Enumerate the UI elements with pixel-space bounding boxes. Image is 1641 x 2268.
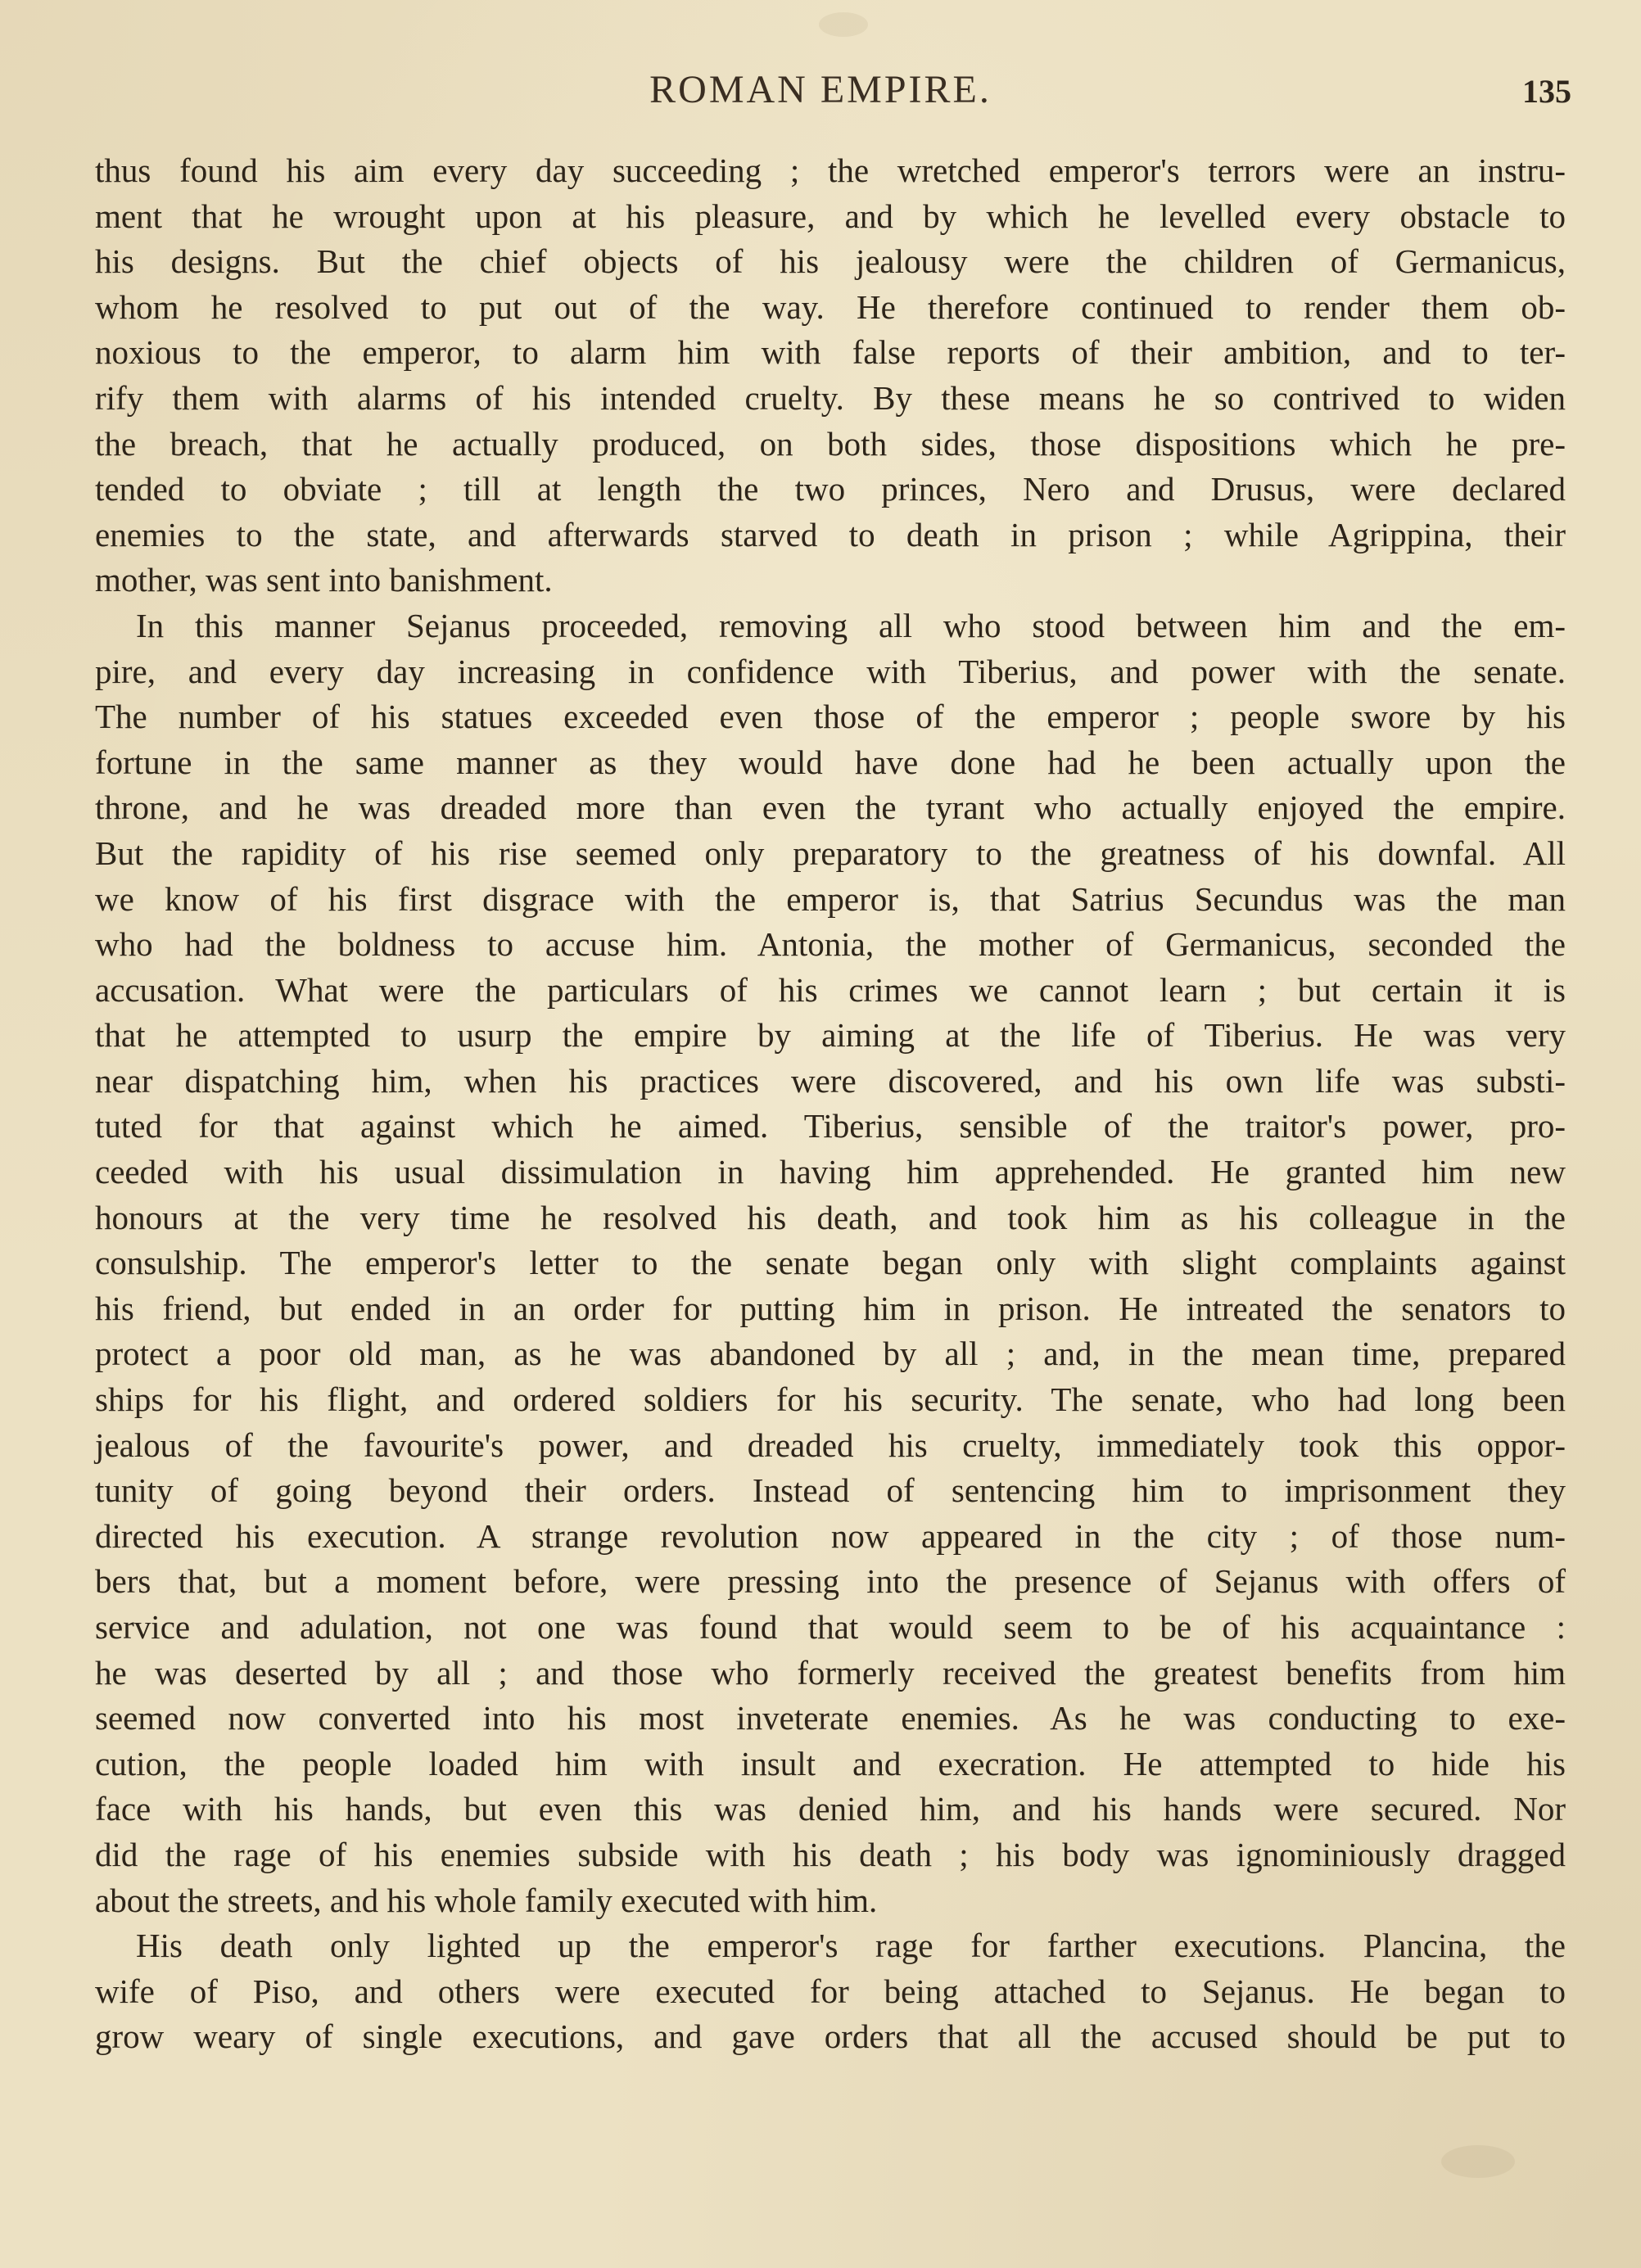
running-head <box>0 67 1641 116</box>
text-line: near dispatching him, when his practices were discovered, and his own life was substi- <box>95 1061 1566 1100</box>
text-line: enemies to the state, and afterwards starved to death in prison ; while Agrippina, their <box>95 515 1566 553</box>
text-line: tuted for that against which he aimed. Tiberius, sensible of the traitor's power, pro- <box>95 1107 1566 1145</box>
text-line: bers that, but a moment before, were pressing into the presence of Sejanus with offers of <box>95 1562 1566 1601</box>
paper-stain <box>1441 2145 1515 2178</box>
text-line: The number of his statues exceeded even those of the emperor ; people swore by his <box>95 698 1566 736</box>
text-line: In this manner Sejanus proceeded, removing all who stood between him and the em- <box>136 606 1566 644</box>
body-text <box>95 148 1566 2060</box>
text-line: consulship. The emperor's letter to the senate began only with slight complaints against <box>95 1244 1566 1282</box>
text-line: did the rage of his enemies subside with his death ; his body was ignominiously dragged <box>95 1835 1566 1873</box>
text-line: jealous of the favourite's power, and dreaded his cruelty, immediately took this oppor- <box>95 1425 1566 1464</box>
text-line: His death only lighted up the emperor's rage for farther executions. Plancina, the <box>136 1927 1566 1965</box>
text-line: throne, and he was dreaded more than even the tyrant who actually enjoyed the empire. <box>95 788 1566 827</box>
text-line: that he attempted to usurp the empire by aiming at the life of Tiberius. He was very <box>95 1016 1566 1055</box>
text-line: ships for his flight, and ordered soldiers for his security. The senate, who had long been <box>95 1380 1566 1419</box>
text-line: noxious to the emperor, to alarm him with false reports of their ambition, and to ter- <box>95 333 1566 372</box>
text-line: about the streets, and his whole family executed with him. <box>95 1881 878 1919</box>
running-title: ROMAN EMPIRE. <box>649 68 992 111</box>
text-line: seemed now converted into his most inveterate enemies. As he was conducting to exe- <box>95 1699 1566 1737</box>
text-line: he was deserted by all ; and those who formerly received the greatest benefits from him <box>95 1653 1566 1692</box>
text-line: rify them with alarms of his intended cruelty. By these means he so contrived to widen <box>95 378 1566 417</box>
text-line: accusation. What were the particulars of his crimes we cannot learn ; but certain it is <box>95 970 1566 1009</box>
text-line: tended to obviate ; till at length the two princes, Nero and Drusus, were declared <box>95 470 1566 508</box>
text-line: his designs. But the chief objects of his jealousy were the children of Germanicus, <box>95 242 1566 281</box>
text-line: mother, was sent into banishment. <box>95 561 553 599</box>
text-line: who had the boldness to accuse him. Antonia, the mother of Germanicus, seconded the <box>95 925 1566 964</box>
text-line: directed his execution. A strange revolution now appeared in the city ; of those num- <box>95 1516 1566 1555</box>
text-line: But the rapidity of his rise seemed only preparatory to the greatness of his downfal. All <box>95 834 1566 872</box>
text-line: tunity of going beyond their orders. Instead of sentencing him to imprisonment they <box>95 1471 1566 1510</box>
text-line: grow weary of single executions, and gave orders that all the accused should be put to <box>95 2017 1566 2056</box>
text-line: thus found his aim every day succeeding ; the wretched emperor's terrors were an instru- <box>95 151 1566 189</box>
text-line: his friend, but ended in an order for putting him in prison. He intreated the senators to <box>95 1289 1566 1327</box>
text-line: whom he resolved to put out of the way. He therefore continued to render them ob- <box>95 287 1566 326</box>
text-line: ceeded with his usual dissimulation in having him apprehended. He granted him new <box>95 1153 1566 1191</box>
text-line: protect a poor old man, as he was abandoned by all ; and, in the mean time, prepared <box>95 1335 1566 1373</box>
text-line: pire, and every day increasing in confidence with Tiberius, and power with the senate. <box>95 652 1566 690</box>
text-line: service and adulation, not one was found that would seem to be of his acquaintance : <box>95 1608 1566 1646</box>
text-line: ment that he wrought upon at his pleasure, and by which he levelled every obstacle to <box>95 197 1566 235</box>
text-line: face with his hands, but even this was denied him, and his hands were secured. Nor <box>95 1790 1566 1828</box>
text-line: we know of his first disgrace with the emperor is, that Satrius Secundus was the man <box>95 879 1566 918</box>
page-number: 135 <box>1522 73 1571 110</box>
text-line: the breach, that he actually produced, on both sides, those dispositions which he pre- <box>95 424 1566 463</box>
text-line: wife of Piso, and others were executed for being attached to Sejanus. He began to <box>95 1972 1566 2010</box>
text-line: cution, the people loaded him with insult and execration. He attempted to hide his <box>95 1744 1566 1782</box>
text-line: fortune in the same manner as they would have done had he been actually upon the <box>95 743 1566 781</box>
text-line: honours at the very time he resolved his death, and took him as his colleague in the <box>95 1198 1566 1236</box>
paper-stain <box>819 12 868 37</box>
